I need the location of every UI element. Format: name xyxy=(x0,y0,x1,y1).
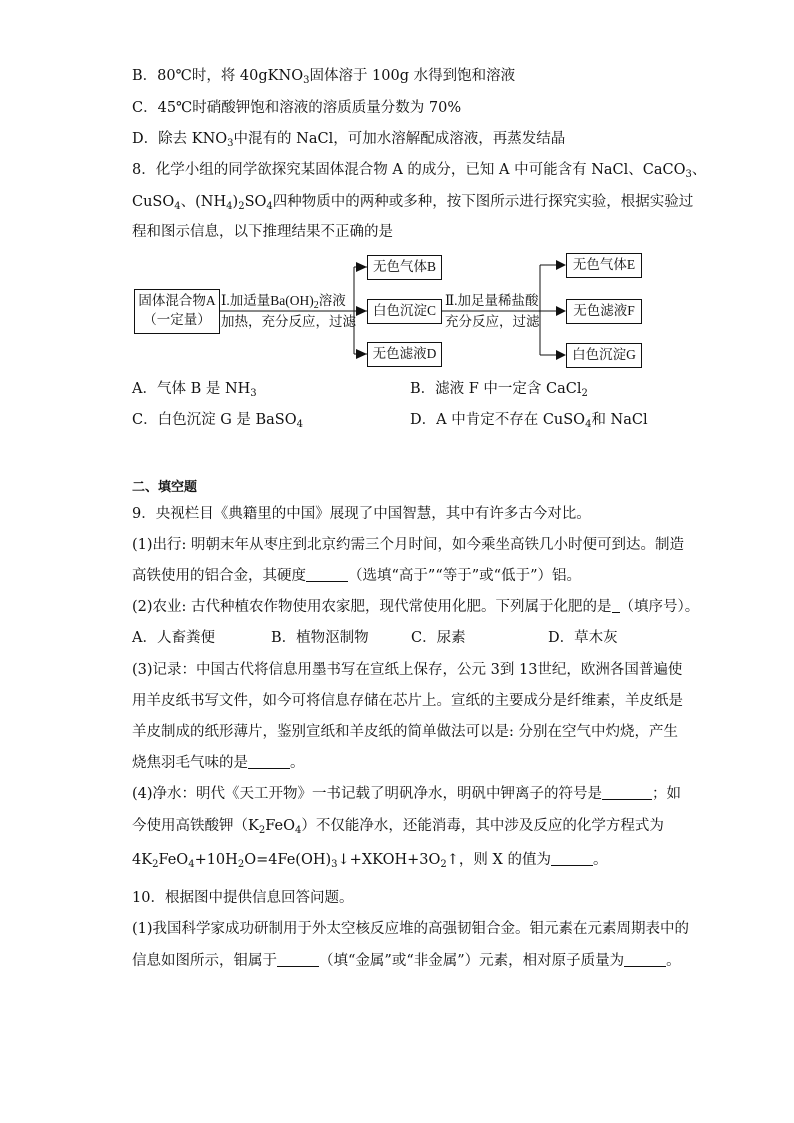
step1-condition-label: 加热，充分反应，过滤 xyxy=(221,314,356,329)
q8-option-c: C．白色沉淀 G 是 BaSO$_4$ xyxy=(132,412,304,430)
answer-blank[interactable] xyxy=(624,952,666,967)
start-box-mixture-a: 固体混合物A （一定量） xyxy=(134,289,220,334)
q9-part4-line1: (4)净水：明代《天工开物》一书记载了明矾净水，明矾中钾离子的符号是 ；如 xyxy=(132,786,682,802)
q8-stem-line1: 8．化学小组的同学欲探究某固体混合物 A 的成分，已知 A 中可能含有 NaCl、CaCO$_3$、 xyxy=(132,162,707,180)
q9-part3-line2: 用羊皮纸书写文件，如今可将信息存储在芯片上。宣纸的主要成分是纤维素，羊皮纸是 xyxy=(132,693,683,709)
q8-option-d: D．A 中肯定不存在 CuSO$_4$和 NaCl xyxy=(410,412,648,430)
q9-intro: 9．央视栏目《典籍里的中国》展现了中国智慧，其中有许多古今对比。 xyxy=(132,506,591,522)
q9-part2-option-b: B．植物沤制物 xyxy=(271,630,369,646)
filtrate-d-box: 无色滤液D xyxy=(367,342,442,367)
q8-stem-line3: 程和图示信息，以下推理结果不正确的是 xyxy=(132,224,393,240)
q7-option-d: D．除去 $KNO_3$中混有的 NaCl，可加水溶解配成溶液，再蒸发结晶 xyxy=(132,131,566,149)
q9-part1-line1: (1)出行: 明朝末年从枣庄到北京约需三个月时间，如今乘坐高铁几小时便可到达。制造 xyxy=(132,537,685,553)
q9-part3-line4: 烧焦羽毛气味的是 。 xyxy=(132,755,305,771)
q9-part4-line2: 今使用高铁酸钾$(K_2FeO_4)$不仅能净水，还能消毒，其中涉及反应的化学方程式为 xyxy=(132,818,664,836)
filtrate-f-box: 无色滤液F xyxy=(566,299,642,324)
gas-e-box: 无色气体E xyxy=(566,253,642,278)
answer-blank[interactable] xyxy=(612,598,620,613)
answer-blank[interactable] xyxy=(248,754,290,769)
q9-part2-option-d: D．草木灰 xyxy=(548,630,618,646)
q8-option-b: B．滤液 F 中一定含 CaCl$_2$ xyxy=(410,381,588,399)
answer-blank[interactable] xyxy=(277,952,319,967)
step1-reagent-label: Ⅰ.加适量$Ba(OH)_2$溶液 xyxy=(221,293,346,311)
q9-part1-line2: 高铁使用的铝合金，其硬度 （选填“高于”“等于”或“低于”）铝。 xyxy=(132,568,581,584)
flow-diagram-connectors xyxy=(0,0,794,400)
step2-reagent-label: Ⅱ.加足量稀盐酸 xyxy=(445,293,539,308)
q10-part1-line2: 信息如图所示，钼属于 （填“金属”或“非金属”）元素，相对原子质量为 。 xyxy=(132,953,681,969)
q8-option-a: A．气体 B 是 $NH_3$ xyxy=(132,381,257,399)
q7-option-c: C．45℃时硝酸钾饱和溶液的溶质质量分数为 70% xyxy=(132,100,462,116)
q9-part2-option-a: A．人畜粪便 xyxy=(132,630,215,646)
q9-part3-line1: (3)记录：中国古代将信息用墨书写在宣纸上保存，公元 3到 13世纪，欧洲各国普遍使 xyxy=(132,662,683,678)
q8-stem-line2: CuSO$_4$、$(NH_4)_2SO_4$四种物质中的两种或多种，按下图所示进行探究实验，根据实验过 xyxy=(132,194,694,212)
answer-blank[interactable] xyxy=(602,785,652,800)
answer-blank[interactable] xyxy=(551,851,593,866)
answer-blank[interactable] xyxy=(306,567,348,582)
q9-part2-option-c: C．尿素 xyxy=(411,630,466,646)
q10-part1-line1: (1)我国科学家成功研制用于外太空核反应堆的高强韧钼合金。钼元素在元素周期表中的 xyxy=(132,921,690,937)
step2-condition-label: 充分反应，过滤 xyxy=(445,314,540,329)
precipitate-g-box: 白色沉淀G xyxy=(566,343,642,368)
q7-option-b: B．80℃时，将 40gKNO$_3$固体溶于 100g 水得到饱和溶液 xyxy=(132,68,516,86)
q9-part3-line3: 羊皮制成的纸形薄片，鉴别宣纸和羊皮纸的简单做法可以是: 分别在空气中灼烧，产生 xyxy=(132,724,678,740)
precipitate-c-box: 白色沉淀C xyxy=(367,299,442,324)
q10-intro: 10．根据图中提供信息回答问题。 xyxy=(132,890,354,906)
section-title-fill-in: 二、填空题 xyxy=(132,480,198,495)
gas-b-box: 无色气体B xyxy=(367,255,442,280)
q9-equation-line: $4K_2FeO_4+10H_2O=4Fe(OH)_3↓+XKOH+3O_2↑$，则 X 的值为 。 xyxy=(132,852,608,870)
q9-part2: (2)农业: 古代种植农作物使用农家肥，现代常使用化肥。下列属于化肥的是 （填序号）。 xyxy=(132,599,700,615)
